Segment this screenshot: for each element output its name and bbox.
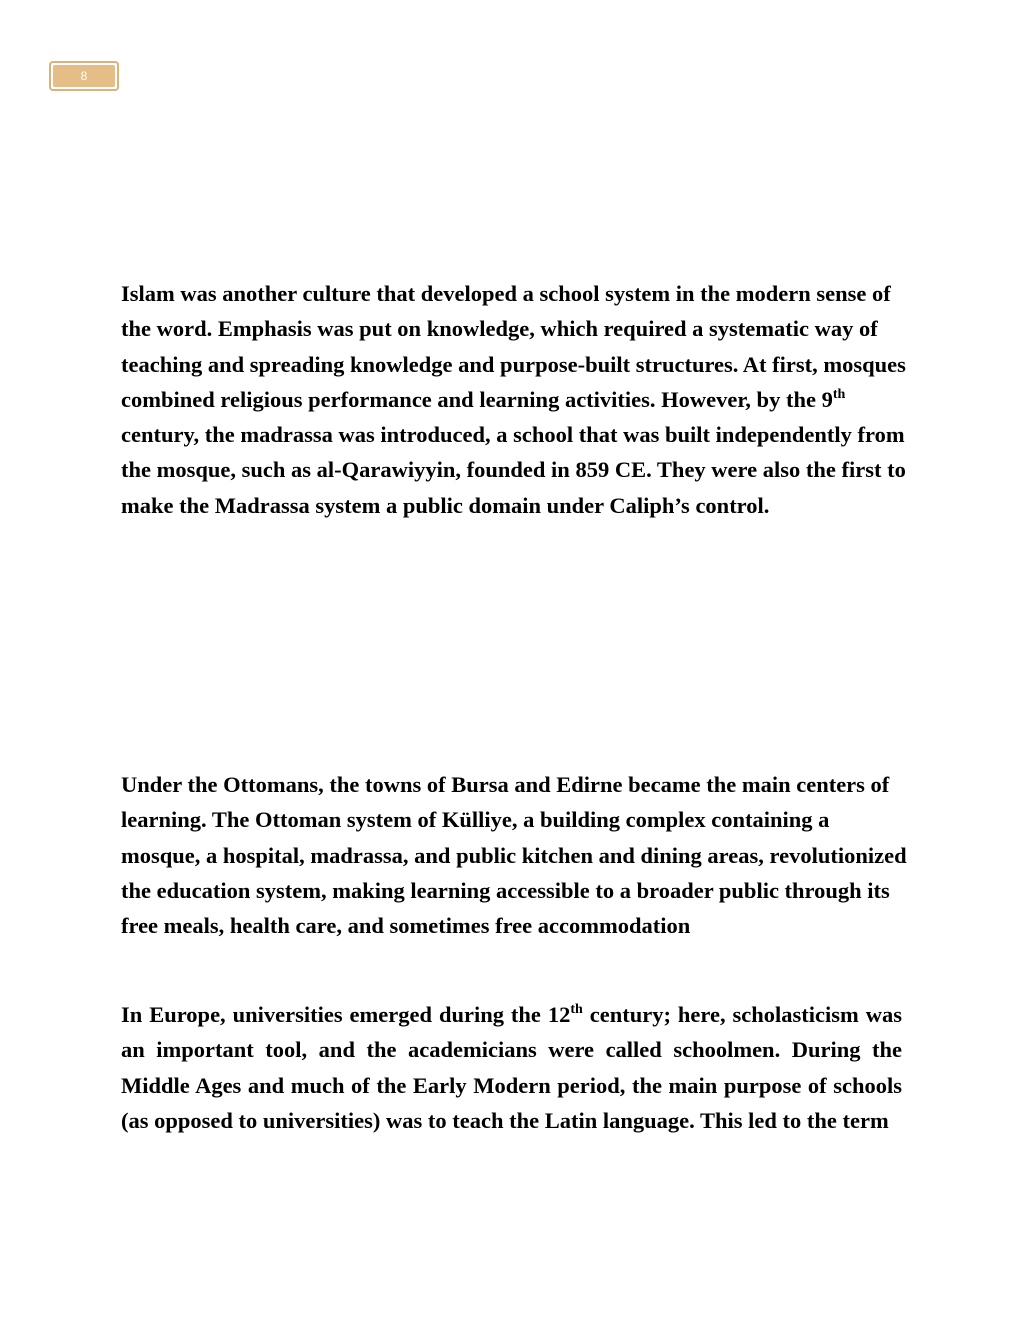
paragraph-european-universities: [121, 997, 902, 1138]
page-number-badge: [49, 61, 119, 91]
paragraph-ottoman-learning: [121, 767, 911, 943]
paragraph-text: Islam was another culture that developed a school system in the modern sense of the word. Emphasis was put on knowledge, which required a systematic way of teaching and spreading knowledge and purpose-built structures. At first, mosques combined religious performance and learning activities. However, by the 9: [121, 281, 906, 412]
paragraph-text: In Europe, universities emerged during the 12: [121, 1002, 571, 1027]
ordinal-suffix: th: [832, 386, 846, 402]
paragraph-text: century, the madrassa was introduced, a school that was built independently from the mosque, such as al-Qarawiyyin, founded in 859 CE. They were also the first to make the Madrassa system a public domain under Caliph’s control.: [121, 422, 906, 518]
paragraph-islam-schools: [121, 276, 911, 523]
paragraph-text: Under the Ottomans, the towns of Bursa and Edirne became the main centers of learning. The Ottoman system of Külliye, a building complex containing a mosque, a hospital, madrassa, and public kitchen and dining areas, revolutionized the education system, making learning accessible to a broader public through its free meals, health care, and sometimes free accommodation: [121, 772, 907, 939]
paragraph-text: century; here, scholasticism was an important tool, and the academicians were called schoolmen. During the Middle Ages and much of the Early Modern period, the main purpose of schools (as opposed to universities) was to teach the Latin language. This led to the term: [121, 1002, 902, 1133]
ordinal-suffix: th: [570, 1002, 583, 1017]
page-number: 8: [53, 65, 115, 87]
